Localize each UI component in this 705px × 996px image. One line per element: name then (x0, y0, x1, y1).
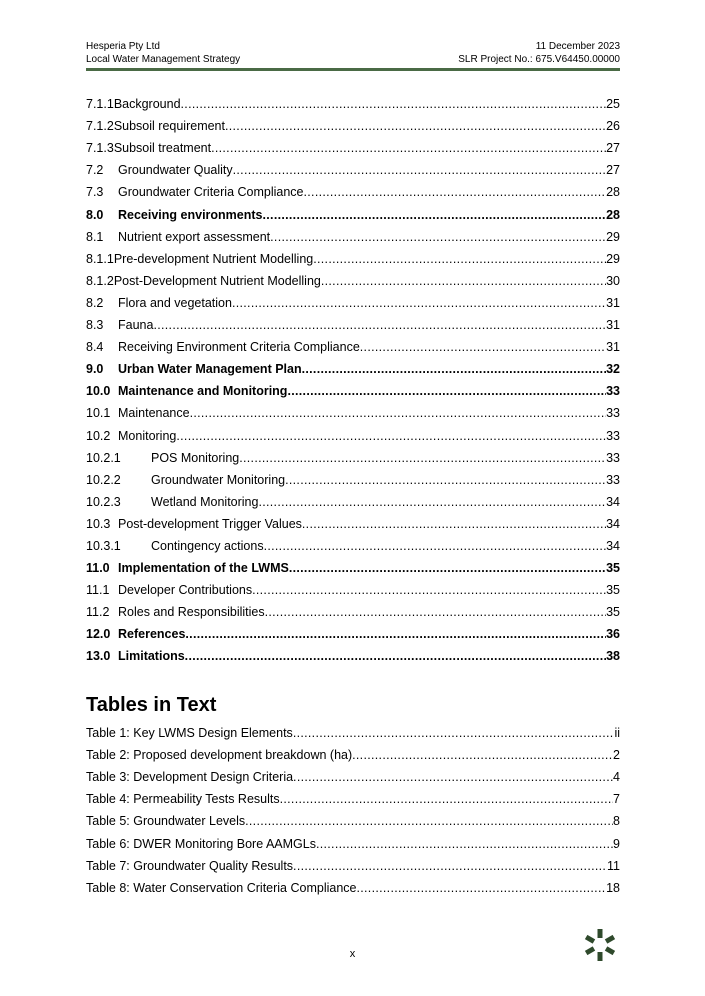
toc-entry-number: 10.3 (86, 516, 111, 531)
toc-entry-number: 11.1 (86, 583, 110, 598)
toc-entry-title: Urban Water Management Plan (118, 362, 302, 377)
table-list-entry-leader (356, 881, 606, 895)
toc-entry-title: Background (113, 97, 181, 112)
toc-entry-title: Subsoil treatment (113, 141, 212, 156)
table-list-entry-leader (280, 792, 613, 806)
toc-entry-page: 28 (606, 185, 620, 200)
toc-entry-title: Receiving environments (118, 207, 263, 222)
table-list-entry[interactable] (86, 784, 620, 806)
toc-entry-leader (153, 318, 606, 332)
toc-entry-title: Flora and vegetation (118, 295, 232, 310)
table-list-entry-title: Table 8: Water Conservation Criteria Compliance (86, 880, 357, 895)
toc-entry-number: 7.1.3 (86, 141, 114, 156)
toc-entry[interactable] (86, 619, 620, 641)
toc-entry-leader (185, 627, 606, 641)
toc-entry-title: Groundwater Quality (118, 163, 233, 178)
toc-entry-number: 11.2 (86, 605, 110, 620)
toc-entry-title: Receiving Environment Criteria Compliance (118, 340, 360, 355)
toc-entry-leader (302, 362, 606, 376)
toc-entry-leader (360, 340, 606, 354)
toc-entry[interactable] (86, 597, 620, 619)
toc-entry-page: 33 (606, 428, 620, 443)
toc-entry-number: 8.4 (86, 340, 104, 355)
toc-entry-page: 28 (606, 207, 620, 222)
toc-entry-page: 31 (606, 295, 620, 310)
toc-entry-title: Post-Development Nutrient Modelling (113, 273, 321, 288)
table-list-entry[interactable] (86, 828, 620, 850)
toc-entry-title: Roles and Responsibilities (118, 605, 265, 620)
toc-entry[interactable] (86, 222, 620, 244)
toc-entry[interactable] (86, 177, 620, 199)
toc-entry[interactable] (86, 111, 620, 133)
toc-entry-leader (289, 561, 606, 575)
toc-entry-number: 7.3 (86, 185, 104, 200)
table-list-entry-leader (293, 726, 615, 740)
toc-entry-leader (287, 384, 606, 398)
toc-entry-leader (190, 406, 607, 420)
toc-entry[interactable] (86, 133, 620, 155)
toc-entry-page: 27 (606, 163, 620, 178)
table-list-entry-title: Table 4: Permeability Tests Results (86, 792, 280, 807)
header-rule (86, 68, 620, 71)
table-list-entry-title: Table 3: Development Design Criteria (86, 770, 294, 785)
toc-entry-page: 36 (606, 627, 620, 642)
toc-entry-title: Limitations (118, 649, 185, 664)
table-list-entry-title: Table 5: Groundwater Levels (86, 814, 246, 829)
toc-entry-leader (176, 429, 606, 443)
toc-entry-title: Groundwater Monitoring (151, 472, 286, 487)
table-list-entry[interactable] (86, 873, 620, 895)
table-list-entry-page: 2 (613, 748, 620, 763)
toc-entry-number: 10.2.2 (86, 472, 121, 487)
toc-entry-number: 10.2.3 (86, 494, 121, 509)
tables-heading: Tables in Text (86, 694, 217, 716)
toc-entry-leader (264, 539, 607, 553)
toc-entry-number: 8.3 (86, 318, 104, 333)
header-document: Local Water Management Strategy (86, 53, 241, 65)
toc-entry[interactable] (86, 199, 620, 221)
toc-entry-page: 33 (606, 384, 620, 399)
toc-entry-leader (302, 517, 606, 531)
toc-entry-leader (270, 230, 606, 244)
toc-entry[interactable] (86, 487, 620, 509)
header-date: 11 December 2023 (535, 41, 620, 52)
toc-entry-number: 10.1 (86, 406, 111, 421)
toc-entry[interactable] (86, 288, 620, 310)
toc-entry-leader (265, 605, 606, 619)
toc-entry-page: 33 (606, 406, 620, 421)
toc-entry-leader (252, 583, 606, 597)
toc-entry-number: 8.0 (86, 207, 104, 222)
table-list-entry-title: Table 1: Key LWMS Design Elements (86, 726, 293, 741)
table-of-contents (86, 89, 620, 663)
toc-entry-number: 7.2 (86, 163, 104, 178)
toc-entry-page: 29 (606, 229, 620, 244)
toc-entry-page: 30 (606, 273, 620, 288)
toc-entry[interactable] (86, 465, 620, 487)
header-project: SLR Project No.: 675.V64450.00000 (458, 53, 620, 65)
toc-entry-title: Subsoil requirement (113, 119, 225, 134)
table-list-entry[interactable] (86, 762, 620, 784)
toc-entry[interactable] (86, 155, 620, 177)
table-list-entry-page: 18 (606, 880, 620, 895)
toc-entry-number: 10.2.1 (86, 450, 121, 465)
toc-entry-title: References (118, 627, 186, 642)
toc-entry[interactable] (86, 443, 620, 465)
toc-entry-page: 34 (606, 516, 620, 531)
toc-entry-page: 34 (606, 494, 620, 509)
toc-entry-number: 8.1.1 (86, 251, 114, 266)
header-company: Hesperia Pty Ltd (86, 41, 160, 52)
table-list-entry-leader (293, 770, 613, 784)
toc-entry[interactable] (86, 553, 620, 575)
toc-entry-title: Pre-development Nutrient Modelling (113, 251, 314, 266)
table-list-entry-title: Table 6: DWER Monitoring Bore AAMGLs (86, 836, 316, 851)
toc-entry-title: Implementation of the LWMS (118, 561, 289, 576)
table-list-entry[interactable] (86, 851, 620, 873)
table-list-entry-leader (316, 837, 613, 851)
toc-entry-title: Wetland Monitoring (151, 494, 259, 509)
toc-entry[interactable] (86, 641, 620, 663)
toc-entry-leader (211, 141, 606, 155)
toc-entry[interactable] (86, 89, 620, 111)
toc-entry-page: 38 (606, 649, 620, 664)
toc-entry-page: 33 (606, 450, 620, 465)
toc-entry-page: 29 (606, 251, 620, 266)
toc-entry[interactable] (86, 420, 620, 442)
toc-entry-leader (258, 495, 606, 509)
toc-entry[interactable] (86, 244, 620, 266)
table-list-entry-title: Table 2: Proposed development breakdown (ha) (86, 748, 353, 763)
toc-entry-number: 8.2 (86, 295, 104, 310)
table-list-entry[interactable] (86, 806, 620, 828)
table-list-entry-page: ii (614, 726, 620, 741)
toc-entry-leader (321, 274, 606, 288)
table-list-entry-leader (352, 748, 613, 762)
toc-entry[interactable] (86, 398, 620, 420)
toc-entry-leader (232, 296, 606, 310)
toc-entry-title: Maintenance and Monitoring (118, 384, 288, 399)
toc-entry-leader (225, 119, 606, 133)
table-list-entry[interactable] (86, 718, 620, 740)
toc-entry-page: 35 (606, 583, 620, 598)
toc-entry-page: 25 (606, 97, 620, 112)
toc-entry-page: 31 (606, 340, 620, 355)
toc-entry-title: Post-development Trigger Values (118, 516, 302, 531)
toc-entry-leader (263, 208, 607, 222)
toc-entry-number: 13.0 (86, 649, 111, 664)
toc-entry-page: 31 (606, 318, 620, 333)
toc-entry-leader (181, 97, 607, 111)
toc-entry-page: 26 (606, 119, 620, 134)
toc-entry-number: 8.1 (86, 229, 104, 244)
toc-entry-title: Contingency actions (151, 538, 264, 553)
toc-entry-leader (285, 473, 606, 487)
toc-entry-number: 12.0 (86, 627, 111, 642)
toc-entry[interactable] (86, 266, 620, 288)
toc-entry-page: 34 (606, 538, 620, 553)
toc-entry[interactable] (86, 531, 620, 553)
toc-entry-page: 32 (606, 362, 620, 377)
toc-entry-number: 7.1.2 (86, 119, 114, 134)
slr-logo-icon (583, 928, 617, 962)
toc-entry[interactable] (86, 354, 620, 376)
toc-entry-leader (239, 451, 606, 465)
table-list-entry-page: 11 (607, 858, 620, 873)
toc-entry-number: 9.0 (86, 362, 104, 377)
table-list-entry-page: 7 (613, 792, 620, 807)
toc-entry[interactable] (86, 575, 620, 597)
toc-entry[interactable] (86, 376, 620, 398)
toc-entry-leader (304, 185, 607, 199)
toc-entry-title: Fauna (118, 318, 154, 333)
toc-entry-title: Groundwater Criteria Compliance (118, 185, 304, 200)
table-list-entry-leader (293, 859, 607, 873)
tables-list (86, 718, 620, 895)
toc-entry-title: Monitoring (118, 428, 177, 443)
toc-entry-leader (313, 252, 606, 266)
toc-entry-title: Developer Contributions (118, 583, 253, 598)
toc-entry-page: 27 (606, 141, 620, 156)
table-list-entry-page: 8 (613, 814, 620, 829)
toc-entry-page: 33 (606, 472, 620, 487)
page-number: x (349, 948, 356, 960)
toc-entry-number: 11.0 (86, 561, 110, 576)
table-list-entry-title: Table 7: Groundwater Quality Results (86, 858, 294, 873)
table-list-entry-leader (245, 814, 613, 828)
table-list-entry[interactable] (86, 740, 620, 762)
toc-entry[interactable] (86, 310, 620, 332)
toc-entry-number: 7.1.1 (86, 97, 114, 112)
toc-entry-title: Nutrient export assessment (118, 229, 271, 244)
toc-entry-leader (185, 649, 606, 663)
toc-entry-title: Maintenance (118, 406, 190, 421)
toc-entry-title: POS Monitoring (151, 450, 240, 465)
toc-entry-page: 35 (606, 605, 620, 620)
toc-entry-number: 8.1.2 (86, 273, 114, 288)
toc-entry-page: 35 (606, 561, 620, 576)
table-list-entry-page: 9 (613, 836, 620, 851)
toc-entry-number: 10.3.1 (86, 538, 121, 553)
toc-entry[interactable] (86, 509, 620, 531)
table-list-entry-page: 4 (613, 770, 620, 785)
toc-entry-number: 10.0 (86, 384, 111, 399)
toc-entry-number: 10.2 (86, 428, 111, 443)
toc-entry-leader (233, 163, 606, 177)
toc-entry[interactable] (86, 332, 620, 354)
